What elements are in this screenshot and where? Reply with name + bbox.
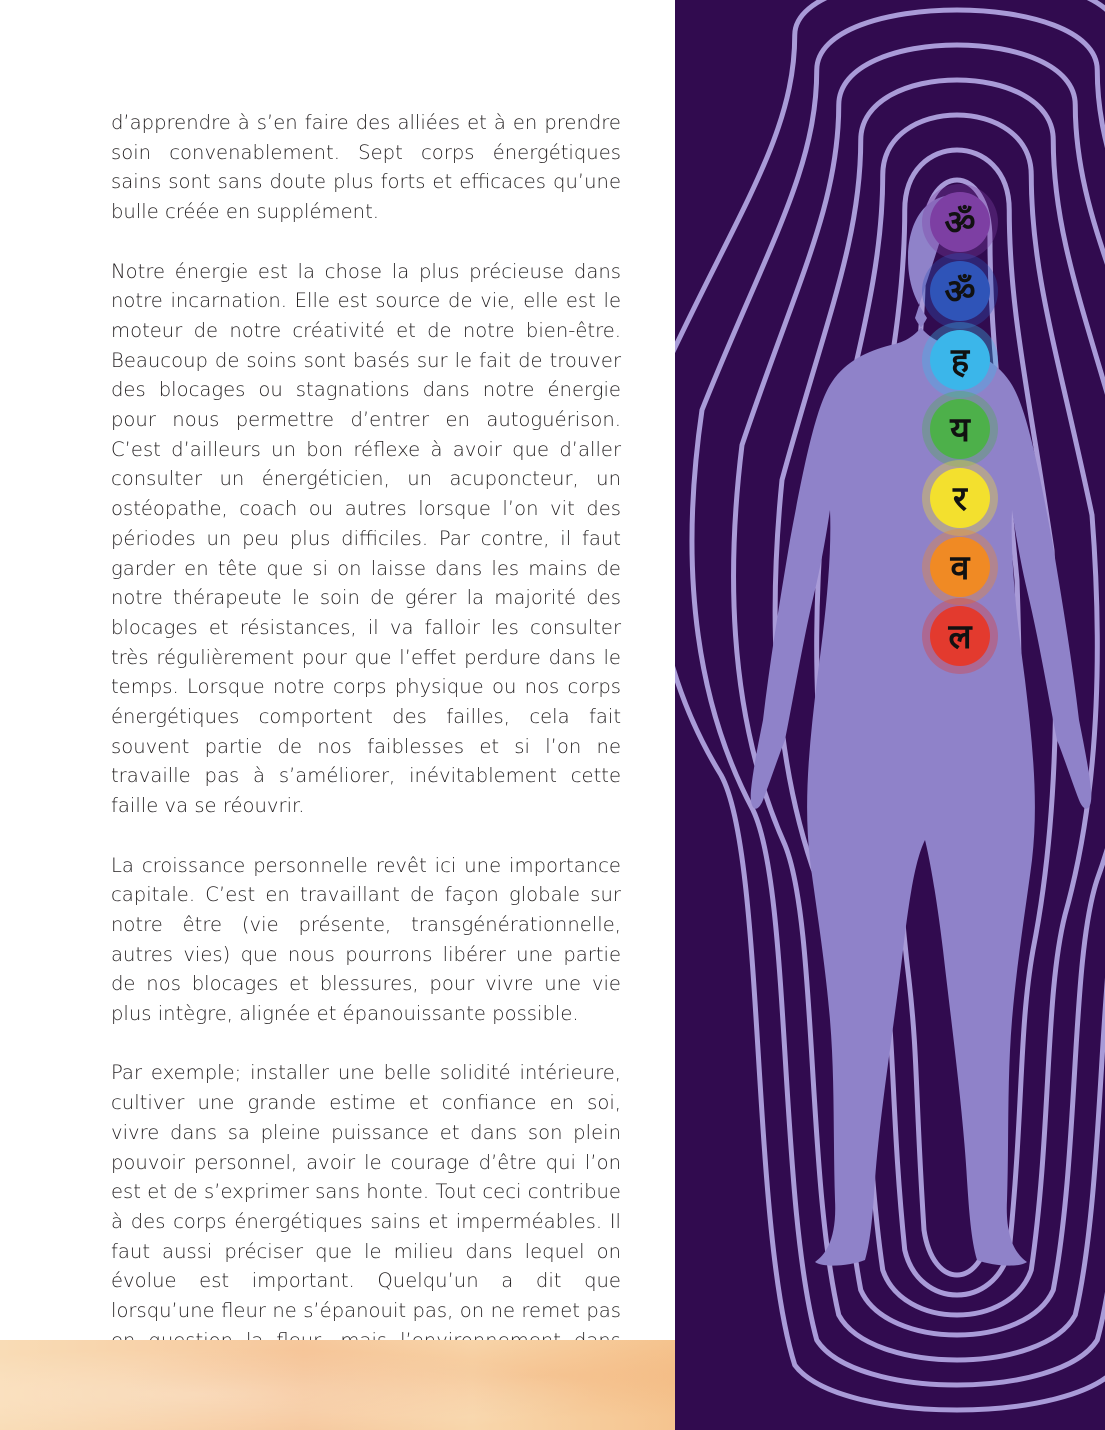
chakra-symbol: र <box>953 479 967 519</box>
paragraph-4: Par exemple; installer une belle solidité intérieure, cultiver une grande estime et confiance en soi, vivre dans sa pleine puissance et dans son plein pouvoir personnel, avoir le courage d’être qui l’on est et de s’exprimer sans honte. Tout ceci contribue à des corps énergétiques sains et imperméables. Il faut aussi préciser que le milieu dans lequel on évolue est important. Quelqu’un a dit que lorsqu’une fleur ne s’épanouit pas, on ne remet pas <box>111 1061 621 1323</box>
chakra-illustration-svg <box>675 0 1105 1430</box>
chakra-symbol: ॐ <box>944 203 976 243</box>
chakra-symbol: ॐ <box>944 272 976 312</box>
chakra-symbol: व <box>950 548 970 588</box>
chakra-symbol: ल <box>948 617 972 657</box>
human-silhouette <box>751 195 1092 1266</box>
watercolor-footer-wash <box>0 1340 675 1430</box>
chakra-symbol: य <box>950 410 970 450</box>
body-text <box>111 108 621 1415</box>
paragraph-3: La croissance personnelle revêt ici une importance capitale. C’est en travaillant de façon globale sur notre être (vie présente, transgénérationnelle, autres vies) que nous pourrons libérer une partie de nos blocages et blessures, pour vivre une vie plus intègre, alignée et épanouissante possible. <box>111 853 621 1026</box>
paragraph-2: Notre énergie est la chose la plus précieuse dans notre incarnation. Elle est source de vie, elle est le moteur de notre créativité et de notre bien-être. Beaucoup de soins sont basés sur le fait de trouver des blocages ou stagnations dans notre énergie pour nous permettre d’entrer en autoguérison. C’est d’ailleurs un bon réflexe à avoir que d’aller consulter un énergéticien, un acuponcteur, un ostéopathe, coach ou autres lorsque l’on vit des périodes un peu plus difficiles. Par contre, il faut garder en tête que si on laisse dans les mains de notre thérapeute le soin de gérer la majorité des blocages et résistances, il va falloir les consulter très régulièrement pour que l’effet perdure dans le temps. Lorsque notre corps physique ou nos corps énergétiques comportent des failles, cela fait souvent partie de nos faiblesses et si l’on ne travaille pas à s’améliorer, inévitablement cette faille va se réouvrir. <box>111 259 621 818</box>
paragraph-1: d’apprendre à s’en faire des alliées et à en prendre soin convenablement. Sept corps énergétiques sains sont sans doute plus forts et efficaces qu’une bulle créée en supplément. <box>111 111 621 224</box>
chakra-illustration <box>675 0 1105 1430</box>
chakra-symbol: ह <box>950 341 970 381</box>
